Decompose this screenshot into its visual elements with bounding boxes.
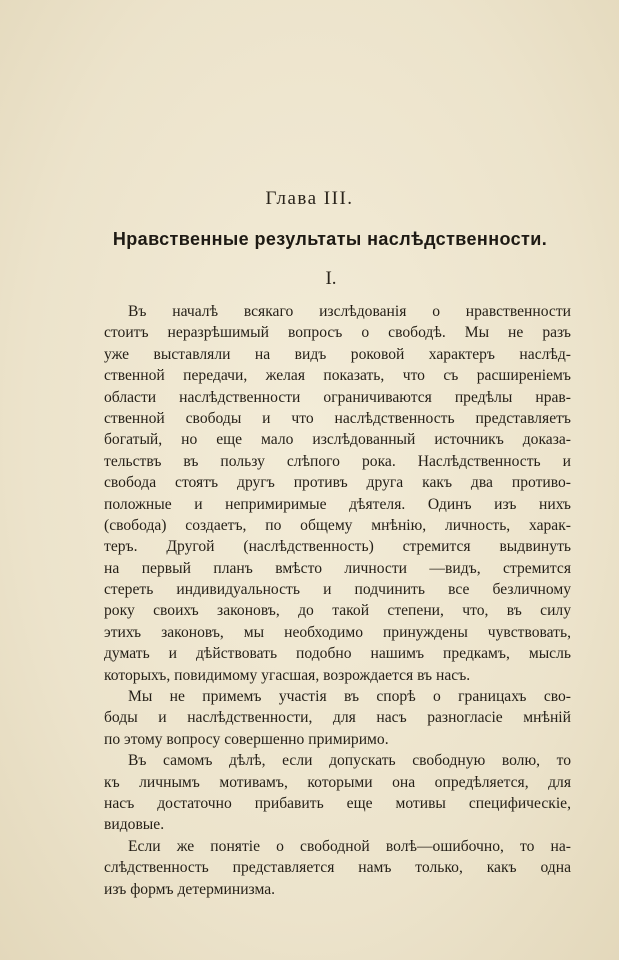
text-line: къ личнымъ мотивамъ, которыми она опредѣляется, для [104, 773, 571, 791]
text-line: насъ достаточно прибавить еще мотивы специфическіе, [104, 794, 571, 812]
text-line: этихъ законовъ, мы необходимо принуждены чувствовать, [104, 623, 571, 641]
text-line: стереть индивидуальность и подчинить все безличному [104, 581, 571, 599]
text-line: которыхъ, повидимому угасшая, возрождается въ насъ. [104, 666, 471, 684]
text-line: области наслѣдственности ограничиваются предѣлы нрав- [104, 388, 571, 406]
text-line: свобода стоятъ другъ противъ друга какъ два противо- [104, 474, 571, 492]
text-line: Въ началѣ всякаго изслѣдованія о нравственности [128, 303, 571, 320]
text-line: Мы не примемъ участія въ спорѣ о границахъ сво- [128, 688, 571, 706]
text-line: Въ самомъ дѣлѣ, если допускать свободную волю, то [128, 752, 571, 770]
text-line: думать и дѣйствовать подобно нашимъ предкамъ, мысль [104, 645, 571, 663]
text-line: року своихъ законовъ, до такой степени, что, въ силу [104, 602, 571, 620]
text-line: теръ. Другой (наслѣдственность) стремится выдвинуть [104, 538, 571, 556]
text-line: ственной свободы и что наслѣдственность представляетъ [104, 409, 571, 427]
text-line: изъ формъ детерминизма. [104, 880, 276, 898]
text-line: уже выставляли на видъ роковой характеръ наслѣд- [104, 345, 571, 363]
text-line: стоитъ неразрѣшимый вопросъ о свободѣ. Мы не разъ [104, 324, 571, 342]
text-line: Если же понятіе о свободной волѣ—ошибочно, то на- [128, 837, 571, 855]
text-line: слѣдственность представляется намъ только, какъ одна [104, 859, 571, 877]
body-text [104, 301, 571, 900]
chapter-title: Нравственные результаты наслѣдственности. [112, 229, 548, 249]
text-line: богатый, но еще мало изслѣдованный источникъ доказа- [104, 431, 571, 449]
text-line: видовые. [104, 816, 165, 834]
text-line: ственной передачи, желая показать, что съ расширеніемъ [104, 367, 571, 385]
text-line: на первый планъ вмѣсто личности —видъ, стремится [104, 559, 571, 577]
text-line: по этому вопросу совершенно примиримо. [104, 730, 389, 748]
text-line: положные и непримиримые дѣятеля. Одинъ изъ нихъ [104, 495, 571, 513]
text-line: боды и наслѣдственности, для насъ разногласіе мнѣній [104, 709, 571, 727]
text-line: (свобода) создаетъ, по общему мнѣнію, личность, харак- [104, 516, 571, 534]
text-line: тельствъ въ пользу слѣпого рока. Наслѣдственность и [104, 452, 571, 470]
section-number: I. [325, 268, 337, 289]
chapter-heading: Глава III. [265, 188, 354, 209]
